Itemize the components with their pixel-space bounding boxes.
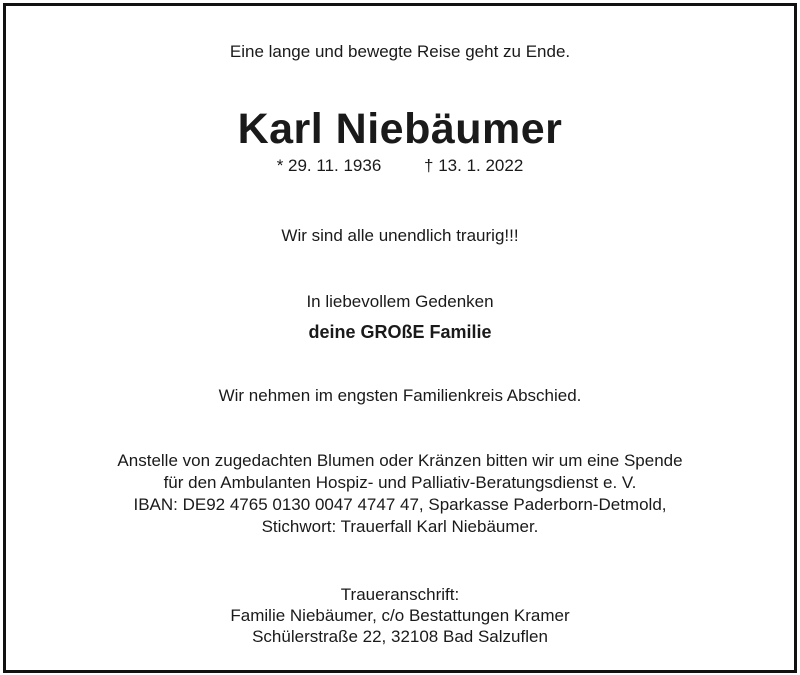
opening-line: Eine lange und bewegte Reise geht zu Ende.	[229, 42, 571, 61]
family-signature: deine GROßE Familie	[308, 322, 492, 342]
donation-keyword: Stichwort: Trauerfall Karl Niebäumer.	[261, 517, 539, 536]
donation-request	[6, 450, 794, 538]
donation-line-2: für den Ambulanten Hospiz- und Palliativ-Beratungsdienst e. V.	[163, 473, 637, 492]
farewell-line: Wir nehmen im engsten Familienkreis Abschied.	[218, 386, 582, 405]
birth-date: * 29. 11. 1936	[276, 156, 382, 175]
life-dates	[6, 156, 794, 176]
address-heading: Traueranschrift:	[340, 585, 460, 604]
grief-line: Wir sind alle unendlich traurig!!!	[281, 226, 519, 245]
donation-iban: IBAN: DE92 4765 0130 0047 4747 47, Sparkasse Paderborn-Detmold,	[133, 495, 667, 514]
memory-line: In liebevollem Gedenken	[306, 292, 494, 311]
donation-line-1: Anstelle von zugedachten Blumen oder Kränzen bitten wir um eine Spende	[117, 451, 683, 470]
address-line-1: Familie Niebäumer, c/o Bestattungen Kramer	[230, 606, 570, 625]
deceased-name: Karl Niebäumer	[237, 105, 563, 153]
death-date: † 13. 1. 2022	[424, 156, 524, 175]
address-line-2: Schülerstraße 22, 32108 Bad Salzuflen	[252, 627, 548, 646]
obituary-notice	[3, 3, 797, 673]
mourning-address	[6, 584, 794, 647]
